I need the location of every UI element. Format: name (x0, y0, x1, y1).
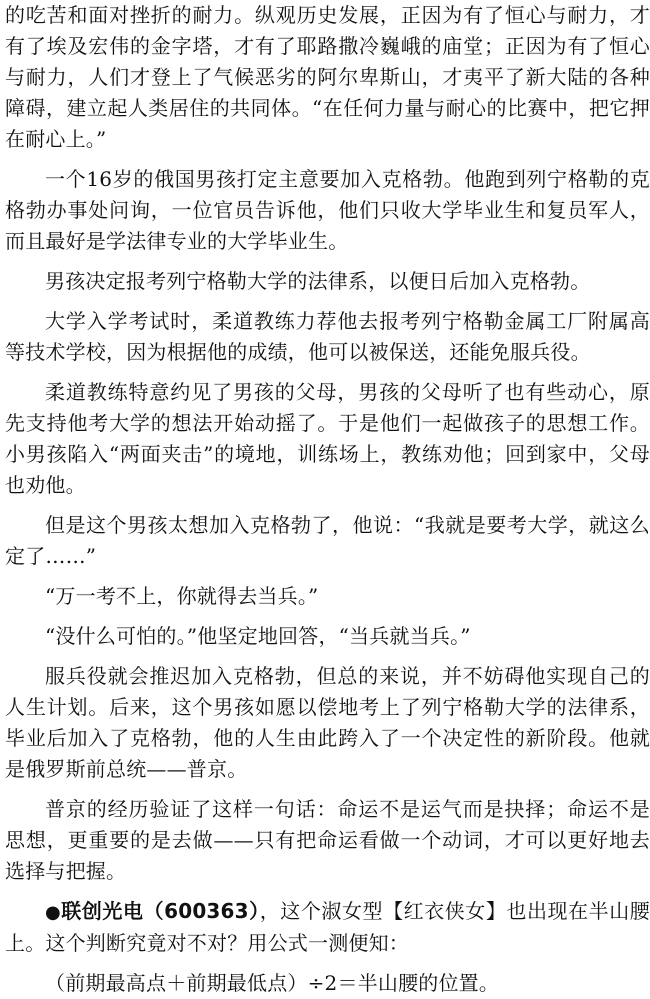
paragraph-9: 服兵役就会推迟加入克格勃，但总的来说，并不妨碍他实现自己的人生计划。后来，这个男孩如愿以偿地考上了列宁格勒大学的法律系，毕业后加入了克格勃，他的人生由此跨入了一个决定性的新阶段。他就是俄罗斯前总统——普京。 (5, 664, 650, 781)
bullet-icon: ● (45, 902, 62, 923)
paragraph-3: 男孩决定报考列宁格勒大学的法律系，以便日后加入克格勃。 (45, 269, 591, 293)
paragraph-5: 柔道教练特意约见了男孩的父母，男孩的父母听了也有些动心，原先支持他考大学的想法开始动摇了。于是他们一起做孩子的思想工作。小男孩陷入“两面夹击”的境地，训练场上，教练劝他；回到家中，父母也劝他。 (5, 380, 650, 497)
stock-name: 联创光电（600363） (61, 899, 260, 923)
paragraph-4: 大学入学考试时，柔道教练力荐他去报考列宁格勒金属工厂附属高等技术学校，因为根据他的成绩，他可以被保送，还能免服兵役。 (5, 309, 650, 364)
paragraph-2: 一个16岁的俄国男孩打定主意要加入克格勃。他跑到列宁格勒的克格勃办事处问询，一位官员告诉他，他们只收大学毕业生和复员军人，而且最好是学法律专业的大学毕业生。 (5, 167, 650, 253)
paragraph-7: “万一考不上，你就得去当兵。” (45, 584, 319, 608)
paragraph-6: 但是这个男孩太想加入克格勃了，他说：“我就是要考大学，就这么定了……” (5, 513, 650, 568)
paragraph-8: “没什么可怕的。”他坚定地回答，“当兵就当兵。” (45, 624, 471, 648)
paragraph-10: 普京的经历验证了这样一句话：命运不是运气而是抉择；命运不是思想，更重要的是去做——只有把命运看做一个动词，才可以更好地去选择与把握。 (5, 797, 650, 883)
paragraph-1: 的吃苦和面对挫折的耐力。纵观历史发展，正因为有了恒心与耐力，才有了埃及宏伟的金字塔，才有了耶路撒冷巍峨的庙堂；正因为有了恒心与耐力，人们才登上了气候恶劣的阿尔卑斯山，才夷平了新大陆的各种障碍，建立起人类居住的共同体。“在任何力量与耐心的比赛中，把它押在耐心上。” (5, 3, 650, 151)
stock-note-text: ，这个淑女型【红衣侠女】也出现在半山腰上。这个判断究竟对不对？用公式一测便知： (5, 899, 650, 955)
formula: （前期最高点＋前期最低点）÷2＝半山腰的位置。 (45, 971, 500, 995)
stock-note (5, 896, 650, 959)
